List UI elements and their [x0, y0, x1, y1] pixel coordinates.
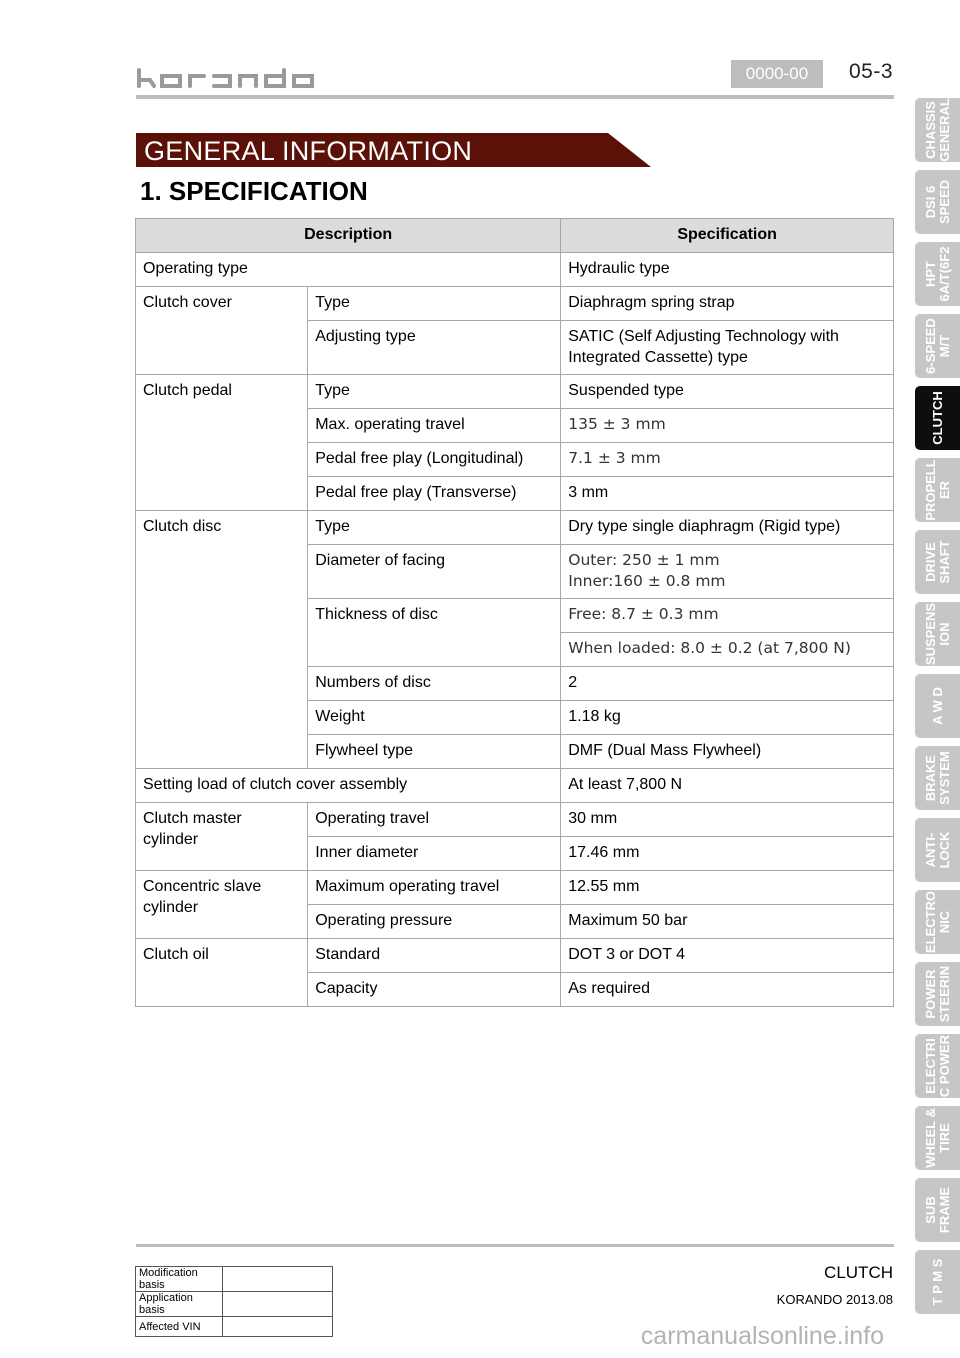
table-row — [136, 939, 894, 973]
row-item: Flywheel type — [308, 735, 561, 769]
row-value: Diaphragm spring strap — [561, 287, 894, 321]
application-basis-value — [223, 1292, 333, 1317]
row-value: 135 ± 3 mm — [561, 409, 894, 443]
tab-sub-frame[interactable]: SUB FRAME — [915, 1178, 960, 1242]
korando-logo-icon — [136, 66, 316, 90]
row-item: Type — [308, 287, 561, 321]
section-title: 1. SPECIFICATION — [140, 176, 368, 206]
modification-basis-value — [223, 1267, 333, 1292]
footer-chapter: CLUTCH — [824, 1263, 893, 1282]
row-value: When loaded: 8.0 ± 0.2 (at 7,800 N) — [561, 633, 894, 667]
row-item: Inner diameter — [308, 837, 561, 871]
tab-drive-shaft[interactable]: DRIVE SHAFT — [915, 530, 960, 594]
row-value: As required — [561, 973, 894, 1007]
row-item: Capacity — [308, 973, 561, 1007]
table-row — [136, 871, 894, 905]
table-row — [136, 375, 894, 409]
table-row — [136, 1267, 333, 1292]
table-row — [136, 1292, 333, 1317]
row-item: Operating travel — [308, 803, 561, 837]
row-value: Free: 8.7 ± 0.3 mm — [561, 599, 894, 633]
header-specification: Specification — [561, 219, 894, 253]
tab-chassis-general[interactable]: CHASSIS GENERAL — [915, 98, 960, 162]
korando-logo — [136, 66, 316, 90]
row-item: Standard — [308, 939, 561, 973]
table-row — [136, 769, 894, 803]
row-item: Pedal free play (Transverse) — [308, 477, 561, 511]
table-row — [136, 803, 894, 837]
row-value: Dry type single diaphragm (Rigid type) — [561, 511, 894, 545]
table-row — [136, 511, 894, 545]
table-row — [136, 253, 894, 287]
facing-outer: Outer: 250 ± 1 mm — [568, 551, 720, 569]
row-value: DMF (Dual Mass Flywheel) — [561, 735, 894, 769]
tab-clutch[interactable]: CLUTCH — [915, 386, 960, 450]
tab-electric-power[interactable]: ELECTRI C POWER — [915, 1034, 960, 1098]
row-value: DOT 3 or DOT 4 — [561, 939, 894, 973]
row-value: 1.18 kg — [561, 701, 894, 735]
row-item: Max. operating travel — [308, 409, 561, 443]
modification-table — [135, 1266, 333, 1337]
header-divider — [136, 95, 894, 99]
table-header-row — [136, 219, 894, 253]
modification-basis-label: Modification basis — [136, 1267, 223, 1292]
tab-propeller[interactable]: PROPELL ER — [915, 458, 960, 522]
row-value: At least 7,800 N — [561, 769, 894, 803]
row-value: 17.46 mm — [561, 837, 894, 871]
row-item: Adjusting type — [308, 321, 561, 375]
footer-model: KORANDO 2013.08 — [776, 1292, 893, 1307]
application-basis-label: Application basis — [136, 1292, 223, 1317]
tab-electronic[interactable]: ELECTRO NIC — [915, 890, 960, 954]
row-item: Diameter of facing — [308, 545, 561, 599]
tab-anti-lock[interactable]: ANTI- LOCK — [915, 818, 960, 882]
facing-inner: Inner:160 ± 0.8 mm — [568, 572, 726, 590]
row-value: 7.1 ± 3 mm — [561, 443, 894, 477]
row-item: Weight — [308, 701, 561, 735]
row-item: Type — [308, 375, 561, 409]
footer-divider — [136, 1244, 894, 1247]
row-item: Numbers of disc — [308, 667, 561, 701]
tab-awd[interactable]: A W D — [915, 674, 960, 738]
tab-tpms[interactable]: T P M S — [915, 1250, 960, 1314]
tab-power-steering[interactable]: POWER STEERIN — [915, 962, 960, 1026]
row-group: Concentric slave cylinder — [136, 871, 308, 939]
row-item: Maximum operating travel — [308, 871, 561, 905]
tab-wheel-tire[interactable]: WHEEL & TIRE — [915, 1106, 960, 1170]
specification-table — [135, 218, 894, 1007]
tab-6-speed-mt[interactable]: 6-SPEED M/T — [915, 314, 960, 378]
row-item: Type — [308, 511, 561, 545]
row-value: Hydraulic type — [561, 253, 894, 287]
affected-vin-label: Affected VIN — [136, 1317, 223, 1337]
tab-suspension[interactable]: SUSPENS ION — [915, 602, 960, 666]
watermark[interactable]: carmanualsonline.info — [640, 1322, 884, 1350]
row-item: Operating pressure — [308, 905, 561, 939]
row-group: Clutch oil — [136, 939, 308, 1007]
row-item: Pedal free play (Longitudinal) — [308, 443, 561, 477]
tab-hpt-6at[interactable]: HPT 6A/T(6F2 — [915, 242, 960, 306]
row-group: Clutch master cylinder — [136, 803, 308, 871]
row-value: Maximum 50 bar — [561, 905, 894, 939]
row-item: Thickness of disc — [308, 599, 561, 667]
row-group: Clutch pedal — [136, 375, 308, 511]
tab-dsi-6-speed[interactable]: DSI 6 SPEED — [915, 170, 960, 234]
row-description: Setting load of clutch cover assembly — [136, 769, 561, 803]
row-group: Clutch cover — [136, 287, 308, 375]
row-value: 2 — [561, 667, 894, 701]
row-value: 30 mm — [561, 803, 894, 837]
header-description: Description — [136, 219, 561, 253]
tab-brake-system[interactable]: BRAKE SYSTEM — [915, 746, 960, 810]
row-value-multi — [561, 545, 894, 599]
row-value: 12.55 mm — [561, 871, 894, 905]
row-value: Suspended type — [561, 375, 894, 409]
row-value: SATIC (Self Adjusting Technology with Integrated Cassette) type — [561, 321, 894, 375]
table-row — [136, 287, 894, 321]
row-value: 3 mm — [561, 477, 894, 511]
row-group: Clutch disc — [136, 511, 308, 769]
section-banner — [136, 133, 651, 167]
page-code-badge: 0000-00 — [731, 60, 823, 88]
affected-vin-value — [223, 1317, 333, 1337]
table-row — [136, 1317, 333, 1337]
row-description: Operating type — [136, 253, 561, 287]
page-number: 05-3 — [849, 60, 894, 83]
banner-title: GENERAL INFORMATION — [144, 136, 473, 166]
